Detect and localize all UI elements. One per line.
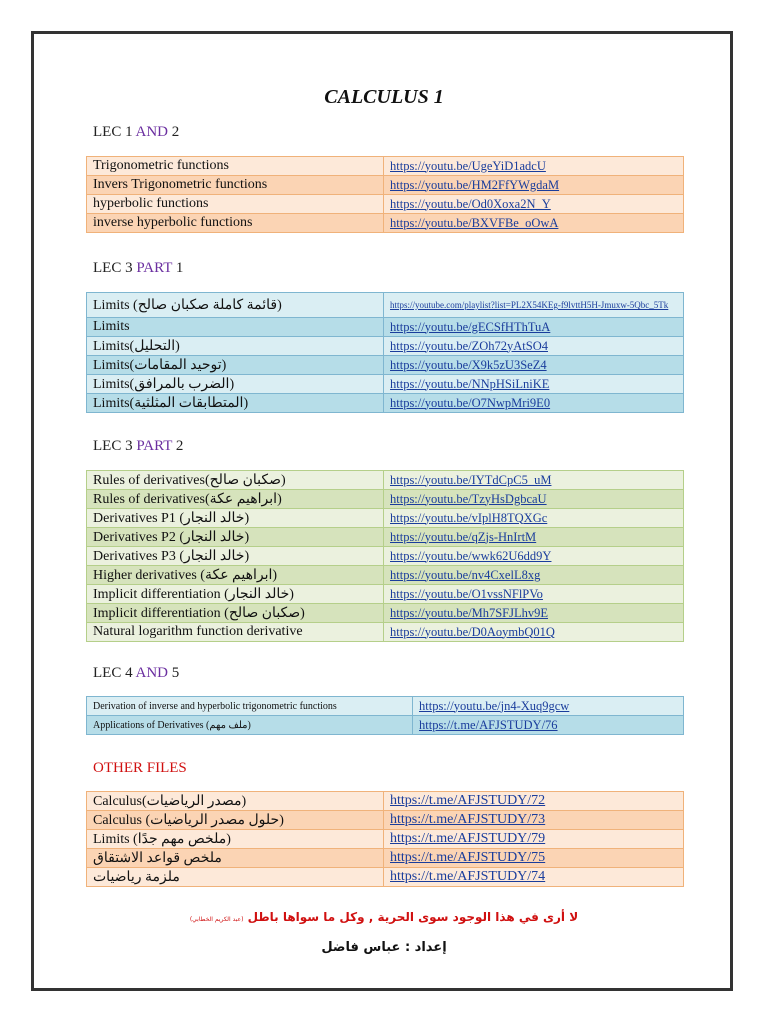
telegram-link[interactable]: https://t.me/AFJSTUDY/73 <box>384 811 684 830</box>
topic-cell: Trigonometric functions <box>87 157 384 176</box>
section-keyword: PART <box>136 438 173 454</box>
telegram-link[interactable]: https://t.me/AFJSTUDY/76 <box>413 716 684 735</box>
section-heading-lec-4-and-5 <box>93 665 179 682</box>
video-link[interactable]: https://youtu.be/Mh7SFJLhv9E <box>384 604 684 623</box>
topic-cell: Derivation of inverse and hyperbolic trigonometric functions <box>87 697 413 716</box>
topic-cell: Limits <box>87 318 384 337</box>
video-link[interactable]: https://youtu.be/nv4CxelL8xg <box>384 566 684 585</box>
table-row <box>87 623 684 642</box>
topic-cell: inverse hyperbolic functions <box>87 214 384 233</box>
file-cell: ملزمة رياضيات <box>87 868 384 887</box>
author-credit: إعداد : عباس فاضل <box>321 940 447 955</box>
video-link[interactable]: https://youtu.be/O1vssNFlPVo <box>384 585 684 604</box>
topic-cell: Derivatives P1 (خالد النجار) <box>87 509 384 528</box>
topic-cell: Limits (قائمة كاملة صكبان صالح) <box>87 293 384 318</box>
telegram-link[interactable]: https://t.me/AFJSTUDY/72 <box>384 792 684 811</box>
table-row <box>87 157 684 176</box>
video-link[interactable]: https://youtu.be/vIplH8TQXGc <box>384 509 684 528</box>
table-lec-3-part-2 <box>86 470 684 642</box>
topic-cell: Limits(توحيد المقامات) <box>87 356 384 375</box>
quote-text: لا أرى في هذا الوجود سوى الحرية , وكل ما سواها باطل <box>247 910 579 924</box>
topic-cell: Applications of Derivatives (ملف مهم) <box>87 716 413 735</box>
topic-cell: Implicit differentiation (خالد النجار) <box>87 585 384 604</box>
table-row <box>87 214 684 233</box>
telegram-link[interactable]: https://t.me/AFJSTUDY/79 <box>384 830 684 849</box>
video-link[interactable]: https://youtu.be/D0AoymbQ01Q <box>384 623 684 642</box>
video-link[interactable]: https://youtu.be/gECSfHThTuA <box>384 318 684 337</box>
file-cell: ملخص قواعد الاشتقاق <box>87 849 384 868</box>
table-row <box>87 356 684 375</box>
section-heading-lec-3-part-2 <box>93 438 183 455</box>
topic-cell: Implicit differentiation (صكبان صالح) <box>87 604 384 623</box>
topic-cell: Natural logarithm function derivative <box>87 623 384 642</box>
table-row <box>87 509 684 528</box>
section-suffix: 2 <box>172 438 184 454</box>
video-link[interactable]: https://youtu.be/ZOh72yAtSO4 <box>384 337 684 356</box>
video-link[interactable]: https://youtu.be/X9k5zU3SeZ4 <box>384 356 684 375</box>
table-row <box>87 566 684 585</box>
section-heading-other-files: OTHER FILES <box>93 760 187 776</box>
table-row <box>87 604 684 623</box>
table-row <box>87 176 684 195</box>
playlist-link[interactable]: https://youtube.com/playlist?list=PL2X54KEg-f9lvttH5H-Jmuxw-5Qbc_5Tk <box>384 293 684 318</box>
table-row <box>87 318 684 337</box>
topic-cell: Limits(المتطابقات المثلثية) <box>87 394 384 413</box>
video-link[interactable]: https://youtu.be/wwk62U6dd9Y <box>384 547 684 566</box>
video-link[interactable]: https://youtu.be/HM2FfYWgdaM <box>384 176 684 195</box>
table-row <box>87 792 684 811</box>
topic-cell: Higher derivatives (ابراهيم عكة) <box>87 566 384 585</box>
topic-cell: Derivatives P2 (خالد النجار) <box>87 528 384 547</box>
section-keyword: AND <box>135 665 169 681</box>
table-row <box>87 195 684 214</box>
video-link[interactable]: https://youtu.be/Od0Xoxa2N_Y <box>384 195 684 214</box>
section-prefix: LEC 3 <box>93 260 137 276</box>
table-row <box>87 293 684 318</box>
video-link[interactable]: https://youtu.be/qZjs-HnIrtM <box>384 528 684 547</box>
table-row <box>87 716 684 735</box>
topic-cell: Rules of derivatives(ابراهيم عكة) <box>87 490 384 509</box>
table-row <box>87 394 684 413</box>
section-heading-lec-1-and-2 <box>93 124 179 141</box>
quote-author: (عبد الكريم الخطابي) <box>189 916 244 923</box>
table-row <box>87 849 684 868</box>
section-prefix: LEC 4 <box>93 665 136 681</box>
section-keyword: AND <box>135 124 169 140</box>
video-link[interactable]: https://youtu.be/NNpHSiLniKE <box>384 375 684 394</box>
file-cell: Limits (ملخص مهم جدًا) <box>87 830 384 849</box>
table-row <box>87 375 684 394</box>
table-lec-4-and-5 <box>86 696 684 735</box>
topic-cell: Limits(التحليل) <box>87 337 384 356</box>
table-lec-1-and-2 <box>86 156 684 233</box>
table-row <box>87 528 684 547</box>
video-link[interactable]: https://youtu.be/IYTdCpC5_uM <box>384 471 684 490</box>
table-other-files <box>86 791 684 887</box>
section-suffix: 5 <box>168 665 180 681</box>
file-cell: Calculus(مصدر الرياضيات) <box>87 792 384 811</box>
section-prefix: LEC 3 <box>93 438 137 454</box>
page-title: CALCULUS 1 <box>324 86 444 108</box>
telegram-link[interactable]: https://t.me/AFJSTUDY/74 <box>384 868 684 887</box>
table-row <box>87 830 684 849</box>
table-row <box>87 337 684 356</box>
topic-cell: Rules of derivatives(صكبان صالح) <box>87 471 384 490</box>
quote <box>0 910 768 924</box>
topic-cell: Derivatives P3 (خالد النجار) <box>87 547 384 566</box>
table-row <box>87 471 684 490</box>
video-link[interactable]: https://youtu.be/UgeYiD1adcU <box>384 157 684 176</box>
telegram-link[interactable]: https://t.me/AFJSTUDY/75 <box>384 849 684 868</box>
topic-cell: Limits(الضرب بالمرافق) <box>87 375 384 394</box>
video-link[interactable]: https://youtu.be/BXVFBe_oOwA <box>384 214 684 233</box>
section-suffix: 1 <box>172 260 184 276</box>
file-cell: Calculus (حلول مصدر الرياضيات) <box>87 811 384 830</box>
table-row <box>87 585 684 604</box>
video-link[interactable]: https://youtu.be/O7NwpMri9E0 <box>384 394 684 413</box>
section-keyword: PART <box>136 260 173 276</box>
table-row <box>87 868 684 887</box>
table-row <box>87 697 684 716</box>
topic-cell: Invers Trigonometric functions <box>87 176 384 195</box>
table-row <box>87 811 684 830</box>
section-suffix: 2 <box>168 124 180 140</box>
video-link[interactable]: https://youtu.be/jn4-Xuq9gcw <box>413 697 684 716</box>
table-lec-3-part-1 <box>86 292 684 413</box>
topic-cell: hyperbolic functions <box>87 195 384 214</box>
table-row <box>87 490 684 509</box>
section-prefix: LEC 1 <box>93 124 136 140</box>
section-heading-lec-3-part-1 <box>93 260 183 277</box>
video-link[interactable]: https://youtu.be/TzyHsDgbcaU <box>384 490 684 509</box>
table-row <box>87 547 684 566</box>
